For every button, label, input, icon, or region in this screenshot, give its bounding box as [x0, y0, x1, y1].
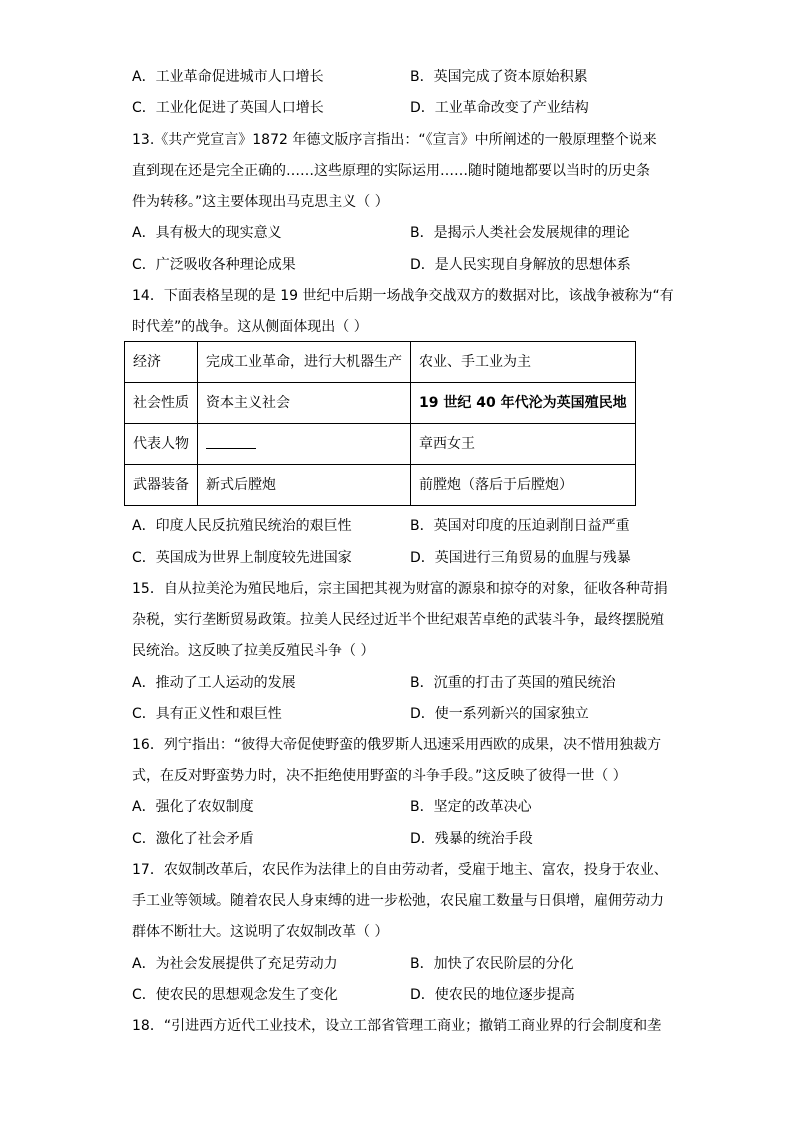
q18-stem-line-1: 18．“引进西方近代工业技术，设立工部省管理工商业；撤销工商业界的行会制度和垄 — [132, 1018, 662, 1034]
q13-option-b[interactable]: B．是揭示人类社会发展规律的理论 — [410, 225, 630, 241]
table-cell: 新式后膛炮 — [198, 465, 411, 506]
table-cell: 前膛炮（落后于后膛炮） — [411, 465, 636, 506]
q13-option-c[interactable]: C．广泛吸收各种理论成果 — [132, 257, 296, 273]
q13-option-d[interactable]: D．是人民实现自身解放的思想体系 — [410, 257, 631, 273]
q17-option-a[interactable]: A．为社会发展提供了充足劳动力 — [132, 956, 338, 972]
q17-option-c[interactable]: C．使农民的思想观念发生了变化 — [132, 987, 338, 1003]
q15-option-b[interactable]: B．沉重的打击了英国的殖民统治 — [410, 675, 616, 691]
table-cell: 社会性质 — [125, 383, 198, 424]
q16-option-b[interactable]: B．坚定的改革决心 — [410, 799, 532, 815]
q13-option-a[interactable]: A．具有极大的现实意义 — [132, 225, 282, 241]
table-cell: 章西女王 — [411, 424, 636, 465]
table-row — [125, 383, 636, 424]
table-cell: 经济 — [125, 342, 198, 383]
table-cell: 农业、手工业为主 — [411, 342, 636, 383]
q12-option-d[interactable]: D．工业革命改变了产业结构 — [410, 100, 589, 116]
table-cell: 代表人物 — [125, 424, 198, 465]
table-cell: 资本主义社会 — [198, 383, 411, 424]
q14-option-d[interactable]: D．英国进行三角贸易的血腥与残暴 — [410, 550, 631, 566]
q15-option-d[interactable]: D．使一系列新兴的国家独立 — [410, 706, 589, 722]
q15-stem-line-1: 15．自从拉美沦为殖民地后，宗主国把其视为财富的源泉和掠夺的对象，征收各种苛捐 — [132, 581, 668, 597]
q17-option-d[interactable]: D．使农民的地位逐步提高 — [410, 987, 575, 1003]
q14-option-a[interactable]: A．印度人民反抗殖民统治的艰巨性 — [132, 518, 352, 534]
q14-stem-line-1: 14．下面表格呈现的是 19 世纪中后期一场战争交战双方的数据对比，该战争被称为“有 — [132, 288, 674, 304]
q16-option-a[interactable]: A．强化了农奴制度 — [132, 799, 254, 815]
q12-option-c[interactable]: C．工业化促进了英国人口增长 — [132, 100, 324, 116]
table-cell-blank — [198, 424, 411, 465]
table-row — [125, 465, 636, 506]
q15-option-c[interactable]: C．具有正义性和艰巨性 — [132, 706, 282, 722]
table-row — [125, 342, 636, 383]
q14-option-b[interactable]: B．英国对印度的压迫剥削日益严重 — [410, 518, 630, 534]
table-cell: 19 世纪 40 年代沦为英国殖民地 — [411, 383, 636, 424]
q14-option-c[interactable]: C．英国成为世界上制度较先进国家 — [132, 550, 352, 566]
q14-stem-line-2: 时代差”的战争。这从侧面体现出（ ） — [132, 319, 368, 335]
q16-option-c[interactable]: C．激化了社会矛盾 — [132, 831, 254, 847]
q15-stem-line-3: 民统治。这反映了拉美反殖民斗争（ ） — [132, 643, 375, 659]
war-comparison-table — [124, 341, 636, 506]
q17-stem-line-2: 手工业等领域。随着农民人身束缚的进一步松弛，农民雇工数量与日俱增，雇佣劳动力 — [132, 893, 664, 909]
q13-stem-line-1: 13.《共产党宣言》1872 年德文版序言指出：“《宣言》中所阐述的一般原理整个说来 — [132, 132, 657, 148]
q16-stem-line-1: 16．列宁指出：“彼得大帝促使野蛮的俄罗斯人迅速采用西欧的成果，决不惜用独裁方 — [132, 737, 662, 753]
q16-stem-line-2: 式，在反对野蛮势力时，决不拒绝使用野蛮的斗争手段。”这反映了彼得一世（ ） — [132, 768, 627, 784]
q12-option-a[interactable]: A．工业革命促进城市人口增长 — [132, 69, 324, 85]
q17-stem-line-3: 群体不断壮大。这说明了农奴制改革（ ） — [132, 924, 389, 940]
q17-option-b[interactable]: B．加快了农民阶层的分化 — [410, 956, 574, 972]
table-cell: 完成工业革命，进行大机器生产 — [198, 342, 411, 383]
q17-stem-line-1: 17．农奴制改革后，农民作为法律上的自由劳动者，受雇于地主、富农，投身于农业、 — [132, 862, 668, 878]
table-cell: 武器装备 — [125, 465, 198, 506]
table-row — [125, 424, 636, 465]
q16-option-d[interactable]: D．残暴的统治手段 — [410, 831, 533, 847]
q13-stem-line-2: 直到现在还是完全正确的……这些原理的实际运用……随时随地都要以当时的历史条 — [132, 163, 650, 179]
q15-option-a[interactable]: A．推动了工人运动的发展 — [132, 675, 296, 691]
fill-in-blank — [206, 434, 256, 449]
q13-stem-line-3: 件为转移。”这主要体现出马克思主义（ ） — [132, 194, 389, 210]
q15-stem-line-2: 杂税，实行垄断贸易政策。拉美人民经过近半个世纪艰苦卓绝的武装斗争，最终摆脱殖 — [132, 612, 664, 628]
q12-option-b[interactable]: B．英国完成了资本原始积累 — [410, 69, 588, 85]
